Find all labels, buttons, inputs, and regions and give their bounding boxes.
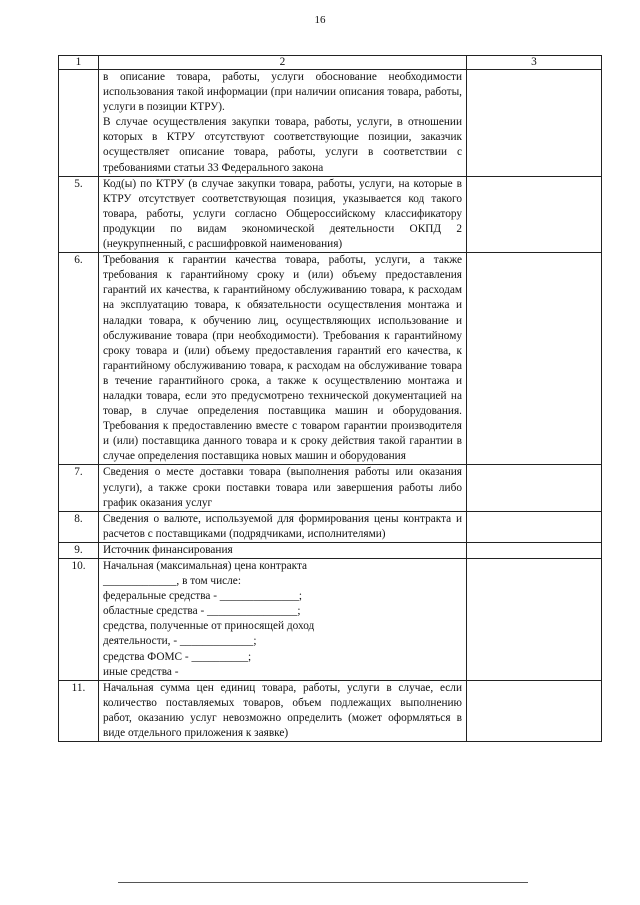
row-description bbox=[99, 542, 467, 558]
header-col-2: 2 bbox=[99, 56, 467, 70]
row-paragraph: Требования к гарантии качества товара, работы, услуги, а также требования к гарантийному сроку и (или) объему предоставления гарантий их качества, к гарантийному обслуживанию товара, к расходам на эксплуатацию товара, к обязательности осуществления монтажа и наладки товара, к обучению лиц, осуществляющих использование и обслуживание товара (при необходимости). Требования к гарантийному сроку товара и (или) объему предоставления гарантий его качества, к гарантийному обслуживанию товара, к расходам на обслуживание товара в течение гарантийного срока, а также к осуществлению монтажа и наладки товара, если это предусмотрено технической документацией на товар, в случае определения поставщика машин и оборудования. Требования к предоставлению вместе с товаром гарантии производителя и (или) поставщика данного товара и к сроку действия такой гарантии в случае определения поставщика новых машин и оборудования bbox=[103, 254, 462, 463]
row-description bbox=[99, 680, 467, 741]
price-line: _____________, в том числе: bbox=[103, 575, 241, 588]
row-paragraph: Код(ы) по КТРУ (в случае закупки товара, работы, услуги, на которые в КТРУ отсутствует соответствующая позиция, указывается код такого товара, работы, услуги согласно Общероссийскому классификатору продукции по видам экономической деятельности ОКПД 2 (неукрупненный, с расшифровкой наименования) bbox=[103, 177, 462, 251]
price-line: областные средства - ________________; bbox=[103, 605, 301, 618]
row-number: 6. bbox=[59, 253, 99, 465]
row-value-cell bbox=[467, 559, 602, 681]
row-description bbox=[99, 511, 467, 542]
row-paragraph: в описание товара, работы, услуги обоснование необходимости использования такой информации (при наличии описания товара, работы, услуги в позиции КТРУ). bbox=[103, 71, 462, 114]
row-paragraph: Сведения о валюте, используемой для формирования цены контракта и расчетов с поставщиками (подрядчиками, исполнителями) bbox=[103, 512, 462, 540]
bottom-divider bbox=[118, 882, 528, 883]
row-value-cell bbox=[467, 176, 602, 252]
page-number: 16 bbox=[314, 14, 326, 26]
row-value-cell bbox=[467, 680, 602, 741]
row-description bbox=[99, 559, 467, 681]
row-number: 7. bbox=[59, 465, 99, 511]
row-value-cell bbox=[467, 542, 602, 558]
row-description bbox=[99, 70, 467, 177]
price-line: средства, полученные от приносящей доход bbox=[103, 620, 315, 633]
row-value-cell bbox=[467, 253, 602, 465]
price-line: иные средства - bbox=[103, 665, 179, 678]
price-line: федеральные средства - ______________; bbox=[103, 590, 303, 603]
row-value-cell bbox=[467, 465, 602, 511]
price-line: деятельности, - _____________; bbox=[103, 635, 257, 648]
table-header-row bbox=[59, 56, 602, 70]
table-row bbox=[59, 680, 602, 741]
row-number: 5. bbox=[59, 176, 99, 252]
table-row bbox=[59, 465, 602, 511]
row-number: 10. bbox=[59, 559, 99, 681]
table-row bbox=[59, 176, 602, 252]
row-paragraph: В случае осуществления закупки товара, работы, услуги, в отношении которых в КТРУ отсутствуют соответствующие позиции, заказчик осуществляет описание товара, работы, услуги в соответствии с требованиями статьи 33 Федерального закона bbox=[103, 116, 462, 174]
row-description bbox=[99, 176, 467, 252]
row-description bbox=[99, 465, 467, 511]
row-value-cell bbox=[467, 511, 602, 542]
row-number: 8. bbox=[59, 511, 99, 542]
row-description bbox=[99, 253, 467, 465]
table-row bbox=[59, 70, 602, 177]
row-paragraph: Сведения о месте доставки товара (выполнения работы или оказания услуги), а также сроки поставки товара или завершения работы либо график оказания услуг bbox=[103, 466, 462, 509]
row-number bbox=[59, 70, 99, 177]
row-number: 11. bbox=[59, 680, 99, 741]
price-line: средства ФОМС - __________; bbox=[103, 650, 252, 663]
table-row bbox=[59, 559, 602, 681]
price-line: Начальная (максимальная) цена контракта bbox=[103, 560, 308, 572]
row-paragraph: Начальная сумма цен единиц товара, работы, услуги в случае, если количество поставляемых товаров, объем подлежащих выполнению работ, оказанию услуг невозможно определить (может оформляться в виде отдельного приложения к заявке) bbox=[103, 681, 462, 740]
table-row bbox=[59, 253, 602, 465]
header-col-3: 3 bbox=[467, 56, 602, 70]
requirements-table bbox=[58, 55, 602, 742]
table-row bbox=[59, 542, 602, 558]
row-value-cell bbox=[467, 70, 602, 177]
row-number: 9. bbox=[59, 542, 99, 558]
table-row bbox=[59, 511, 602, 542]
header-col-1: 1 bbox=[59, 56, 99, 70]
row-paragraph: Источник финансирования bbox=[103, 543, 233, 556]
